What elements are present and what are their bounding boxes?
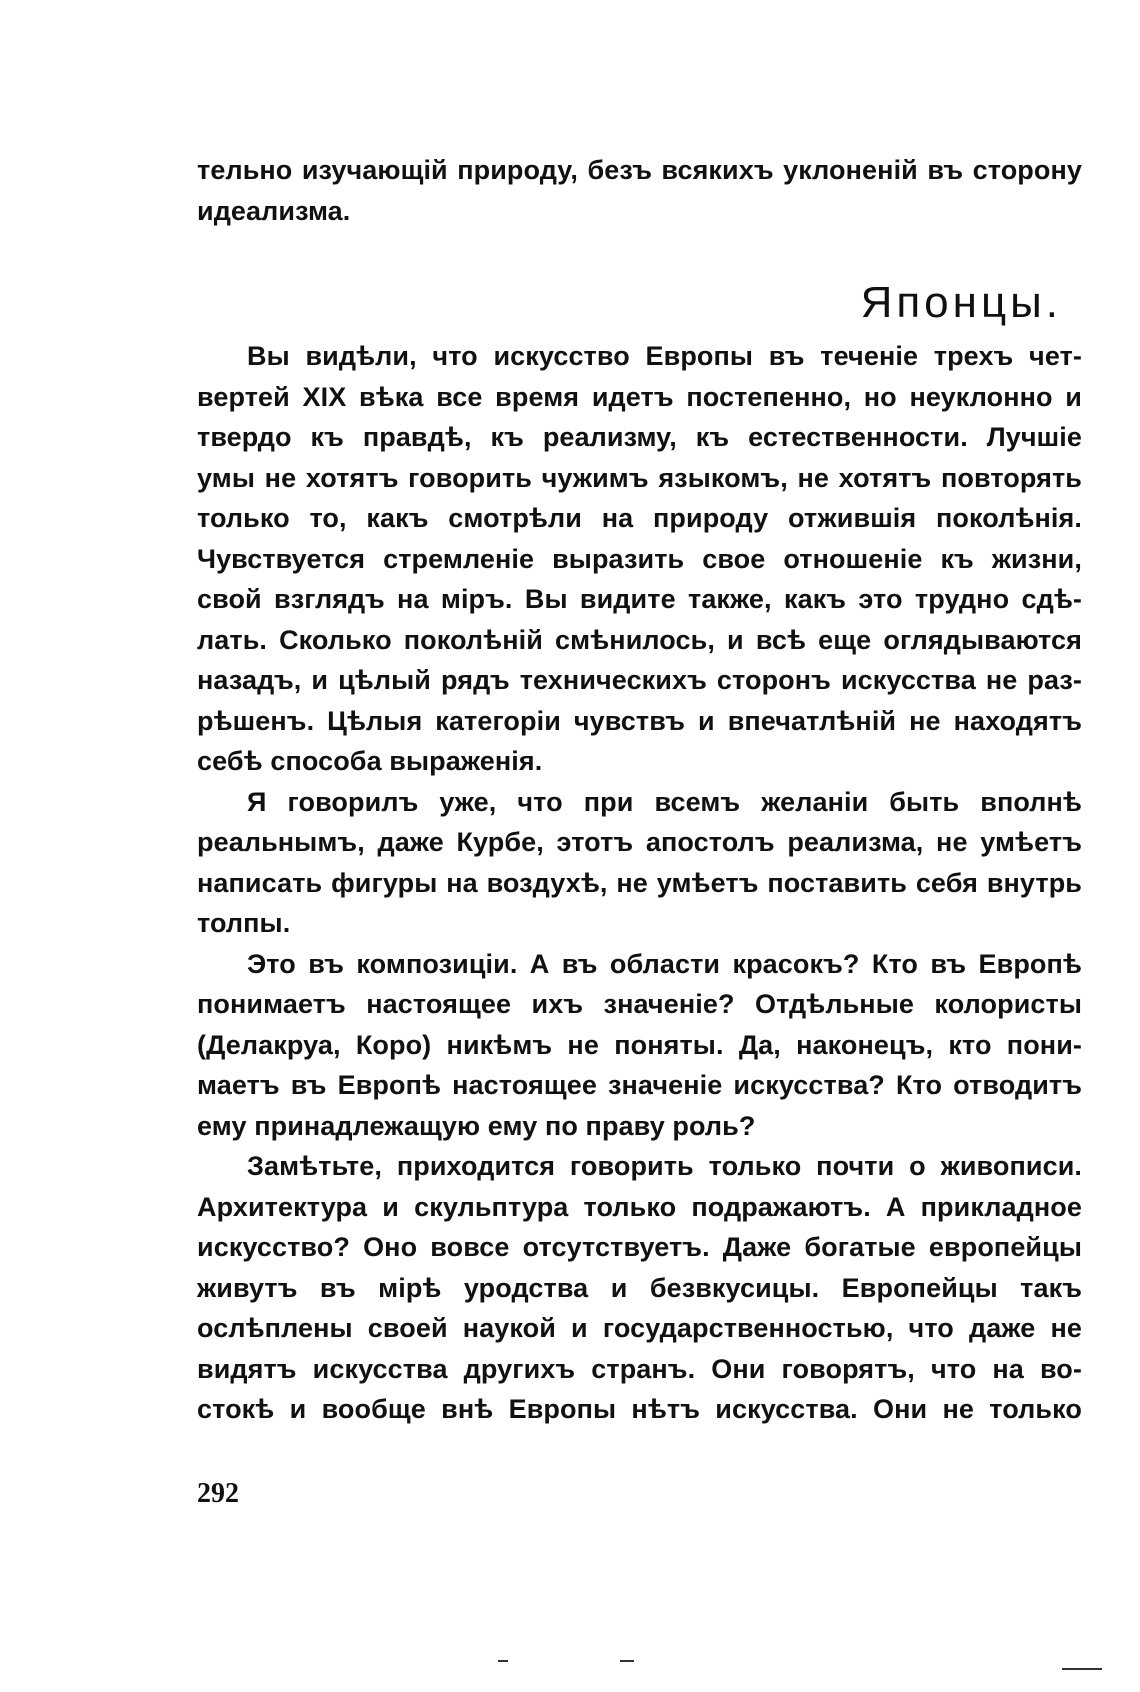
text-line: Замѣтьте, приходится говорить только почти о живописи. [247,1151,1082,1181]
text-line: толпы. [197,908,291,938]
text-line: маетъ въ Европѣ настоящее значеніе искусства? Кто отводитъ [197,1070,1082,1100]
text-line: (Делакруа, Коро) никѣмъ не поняты. Да, наконецъ, кто пони- [197,1029,1082,1060]
text-line: стокѣ и вообще внѣ Европы нѣтъ искусства. Они не только [197,1394,1082,1424]
text-line: Архитектура и скульптура только подражаютъ. А прикладное [197,1191,1082,1222]
text-line: только то, какъ смотрѣли на природу отжившія поколѣнія. [197,503,1082,533]
scan-mark [620,1660,634,1662]
text-line: написать фигуры на воздухѣ, не умѣетъ поставить себя внутрь [197,867,1082,898]
text-line: Я говорилъ уже, что при всемъ желаніи быть вполнѣ [247,786,1082,817]
text-line: искусство? Оно вовсе отсутствуетъ. Даже богатые европейцы [197,1232,1082,1262]
paragraph-1 [197,336,1082,782]
text-line: видятъ искусства другихъ странъ. Они говорятъ, что на во- [197,1353,1082,1384]
text-line: живутъ въ мірѣ уродства и безвкусицы. Европейцы такъ [197,1272,1082,1303]
text-line: ему принадлежащую ему по праву роль? [197,1110,756,1141]
text-line: идеализма. [197,195,351,226]
text-line: Это въ композиціи. А въ области красокъ? Кто въ Европѣ [247,948,1082,979]
text-line: ослѣплены своей наукой и государственностью, что даже не [197,1313,1082,1343]
paragraph-2 [197,782,1082,944]
text-line: Вы видѣли, что искусство Европы въ теченіе трехъ чет- [247,341,1082,371]
paragraph-3 [197,944,1082,1147]
text-line: лать. Сколько поколѣній смѣнилось, и всѣ еще оглядываются [197,624,1082,655]
text-line: Чувствуется стремленіе выразить свое отношеніе къ жизни, [197,543,1082,574]
text-line: понимаетъ настоящее ихъ значеніе? Отдѣльные колористы [197,989,1082,1019]
chapter-heading: Японцы. [860,278,1062,327]
text-line: реальнымъ, даже Курбе, этотъ апостолъ реализма, не умѣетъ [197,827,1082,857]
scan-mark [1062,1668,1102,1670]
text-line: твердо къ правдѣ, къ реализму, къ естественности. Лучшіе [197,422,1082,452]
text-line: назадъ, и цѣлый рядъ техническихъ сторонъ искусства не раз- [197,665,1082,695]
text-line: вертей XIX вѣка все время идетъ постепенно, но неуклонно и [197,381,1082,412]
text-line: рѣшенъ. Цѣлыя категоріи чувствъ и впечатлѣній не находятъ [197,705,1082,736]
intro-text [197,150,1082,231]
text-line: тельно изучающій природу, безъ всякихъ уклоненій въ сторону [197,155,1082,185]
body-text [197,336,1082,1430]
text-line: себѣ способа выраженія. [197,746,543,776]
page-number: 292 [197,1478,239,1509]
text-line: свой взглядъ на міръ. Вы видите также, какъ это трудно сдѣ- [197,584,1082,614]
scan-mark [498,1660,508,1662]
text-line: умы не хотятъ говорить чужимъ языкомъ, не хотятъ повторять [197,462,1082,493]
paragraph-4 [197,1146,1082,1430]
